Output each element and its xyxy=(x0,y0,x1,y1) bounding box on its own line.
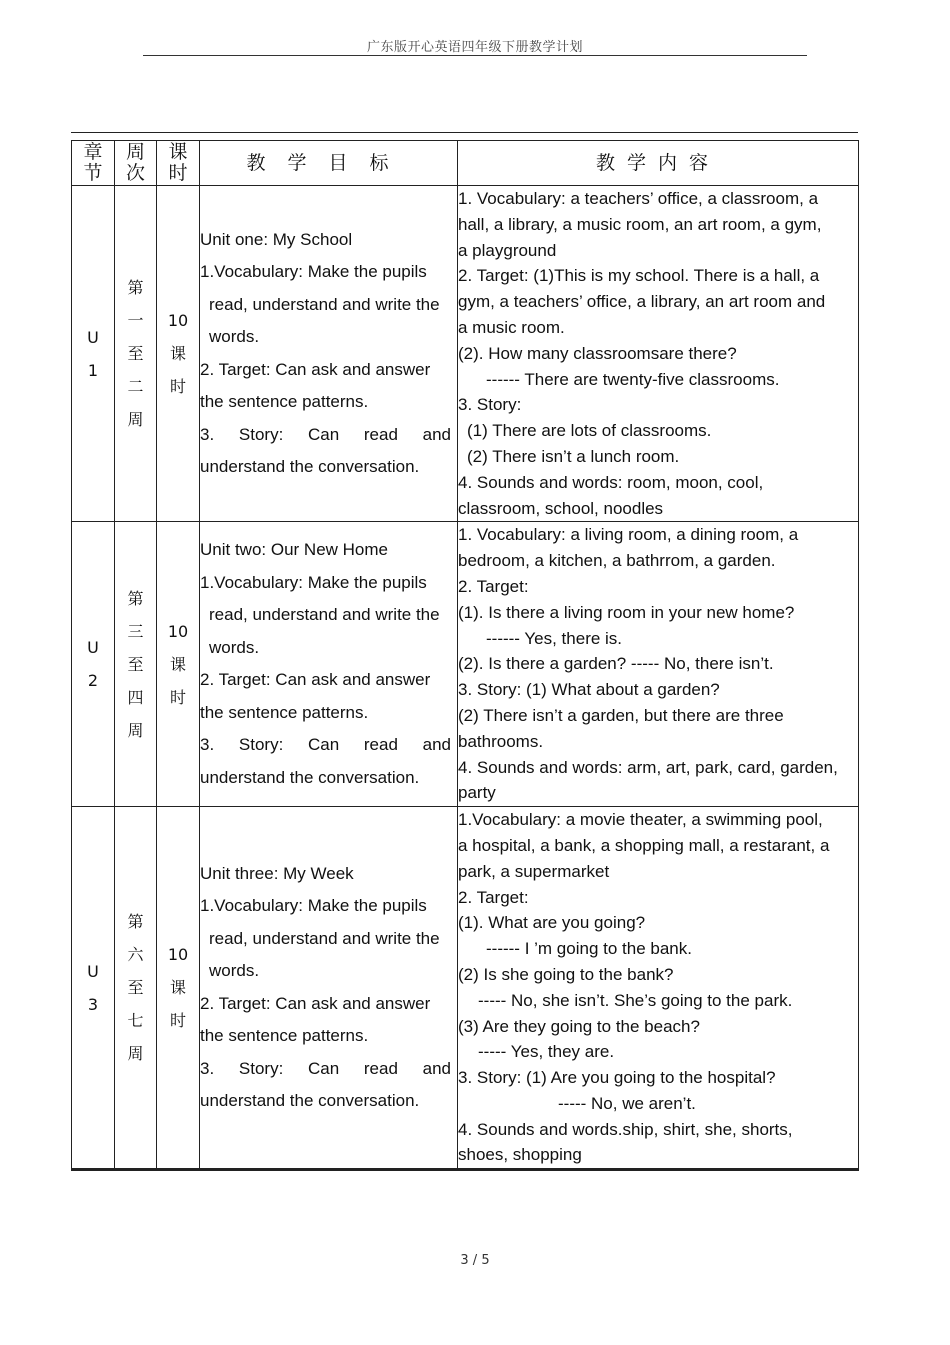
table-row xyxy=(72,522,859,807)
table-header-row xyxy=(72,141,859,186)
unit-cell: U 2 xyxy=(72,522,115,807)
goals-cell: Unit three: My Week 1.Vocabulary: Make the pupils read, understand and write the words. 2. Target: Can ask and answer the sentence patterns. 3. Story: Can read and understand the conversation. xyxy=(200,807,458,1170)
table-row xyxy=(72,186,859,522)
header-hours: 课 时 xyxy=(157,141,200,186)
content-cell: 1.Vocabulary: a movie theater, a swimming pool, a hospital, a bank, a shopping mall, a restarant, a park, a supermarket 2. Target: (1). What are you going? ------ I ’m going to the bank. (2) Is she going to the bank? ----- No, she isn’t. She’s going to the park. (3) Are they going to the beach? ----- Yes, they are. 3. Story: (1) Are you going to the hospital? ----- No, we aren’t. 4. Sounds and words.ship, shirt, she, shorts, shoes, shopping xyxy=(458,807,859,1170)
teaching-plan-table xyxy=(71,140,859,1171)
week-cell: 第 三 至 四 周 xyxy=(115,522,157,807)
week-cell: 第 六 至 七 周 xyxy=(115,807,157,1170)
page-header-title: 广东版开心英语四年级下册教学计划 xyxy=(366,40,583,55)
table-row xyxy=(72,807,859,1170)
header-divider xyxy=(143,55,807,56)
content-cell: 1. Vocabulary: a teachers’ office, a classroom, a hall, a library, a music room, an art room, a gym, a playground 2. Target: (1)This is my school. There is a hall, a gym, a teachers’ office, a library, an art room and a music room. (2). How many classroomsare there? ------ There are twenty-five classrooms. 3. Story: (1) There are lots of classrooms. (2) There isn’t a lunch room. 4. Sounds and words: room, moon, cool, classroom, school, noodles xyxy=(458,186,859,522)
week-cell: 第 一 至 二 周 xyxy=(115,186,157,522)
header-content: 教学内容 xyxy=(458,141,859,186)
header-week: 周 次 xyxy=(115,141,157,186)
goals-cell: Unit one: My School 1.Vocabulary: Make the pupils read, understand and write the words. 2. Target: Can ask and answer the sentence patterns. 3. Story: Can read and understand the conversation. xyxy=(200,186,458,522)
hours-cell: 10 课 时 xyxy=(157,186,200,522)
header-goals: 教学目标 xyxy=(200,141,458,186)
unit-cell: U 3 xyxy=(72,807,115,1170)
goals-cell: Unit two: Our New Home 1.Vocabulary: Make the pupils read, understand and write the words. 2. Target: Can ask and answer the sentence patterns. 3. Story: Can read and understand the conversation. xyxy=(200,522,458,807)
header-chapter: 章 节 xyxy=(72,141,115,186)
table-top-rule xyxy=(71,132,858,133)
hours-cell: 10 课 时 xyxy=(157,807,200,1170)
unit-cell: U 1 xyxy=(72,186,115,522)
page-number: 3 / 5 xyxy=(460,1253,490,1268)
content-cell: 1. Vocabulary: a living room, a dining room, a bedroom, a kitchen, a bathrrom, a garden. 2. Target: (1). Is there a living room in your new home? ------ Yes, there is. (2). Is there a garden? ----- No, there isn’t. 3. Story: (1) What about a garden? (2) There isn’t a garden, but there are three bathrooms. 4. Sounds and words: arm, art, park, card, garden, party xyxy=(458,522,859,807)
hours-cell: 10 课 时 xyxy=(157,522,200,807)
